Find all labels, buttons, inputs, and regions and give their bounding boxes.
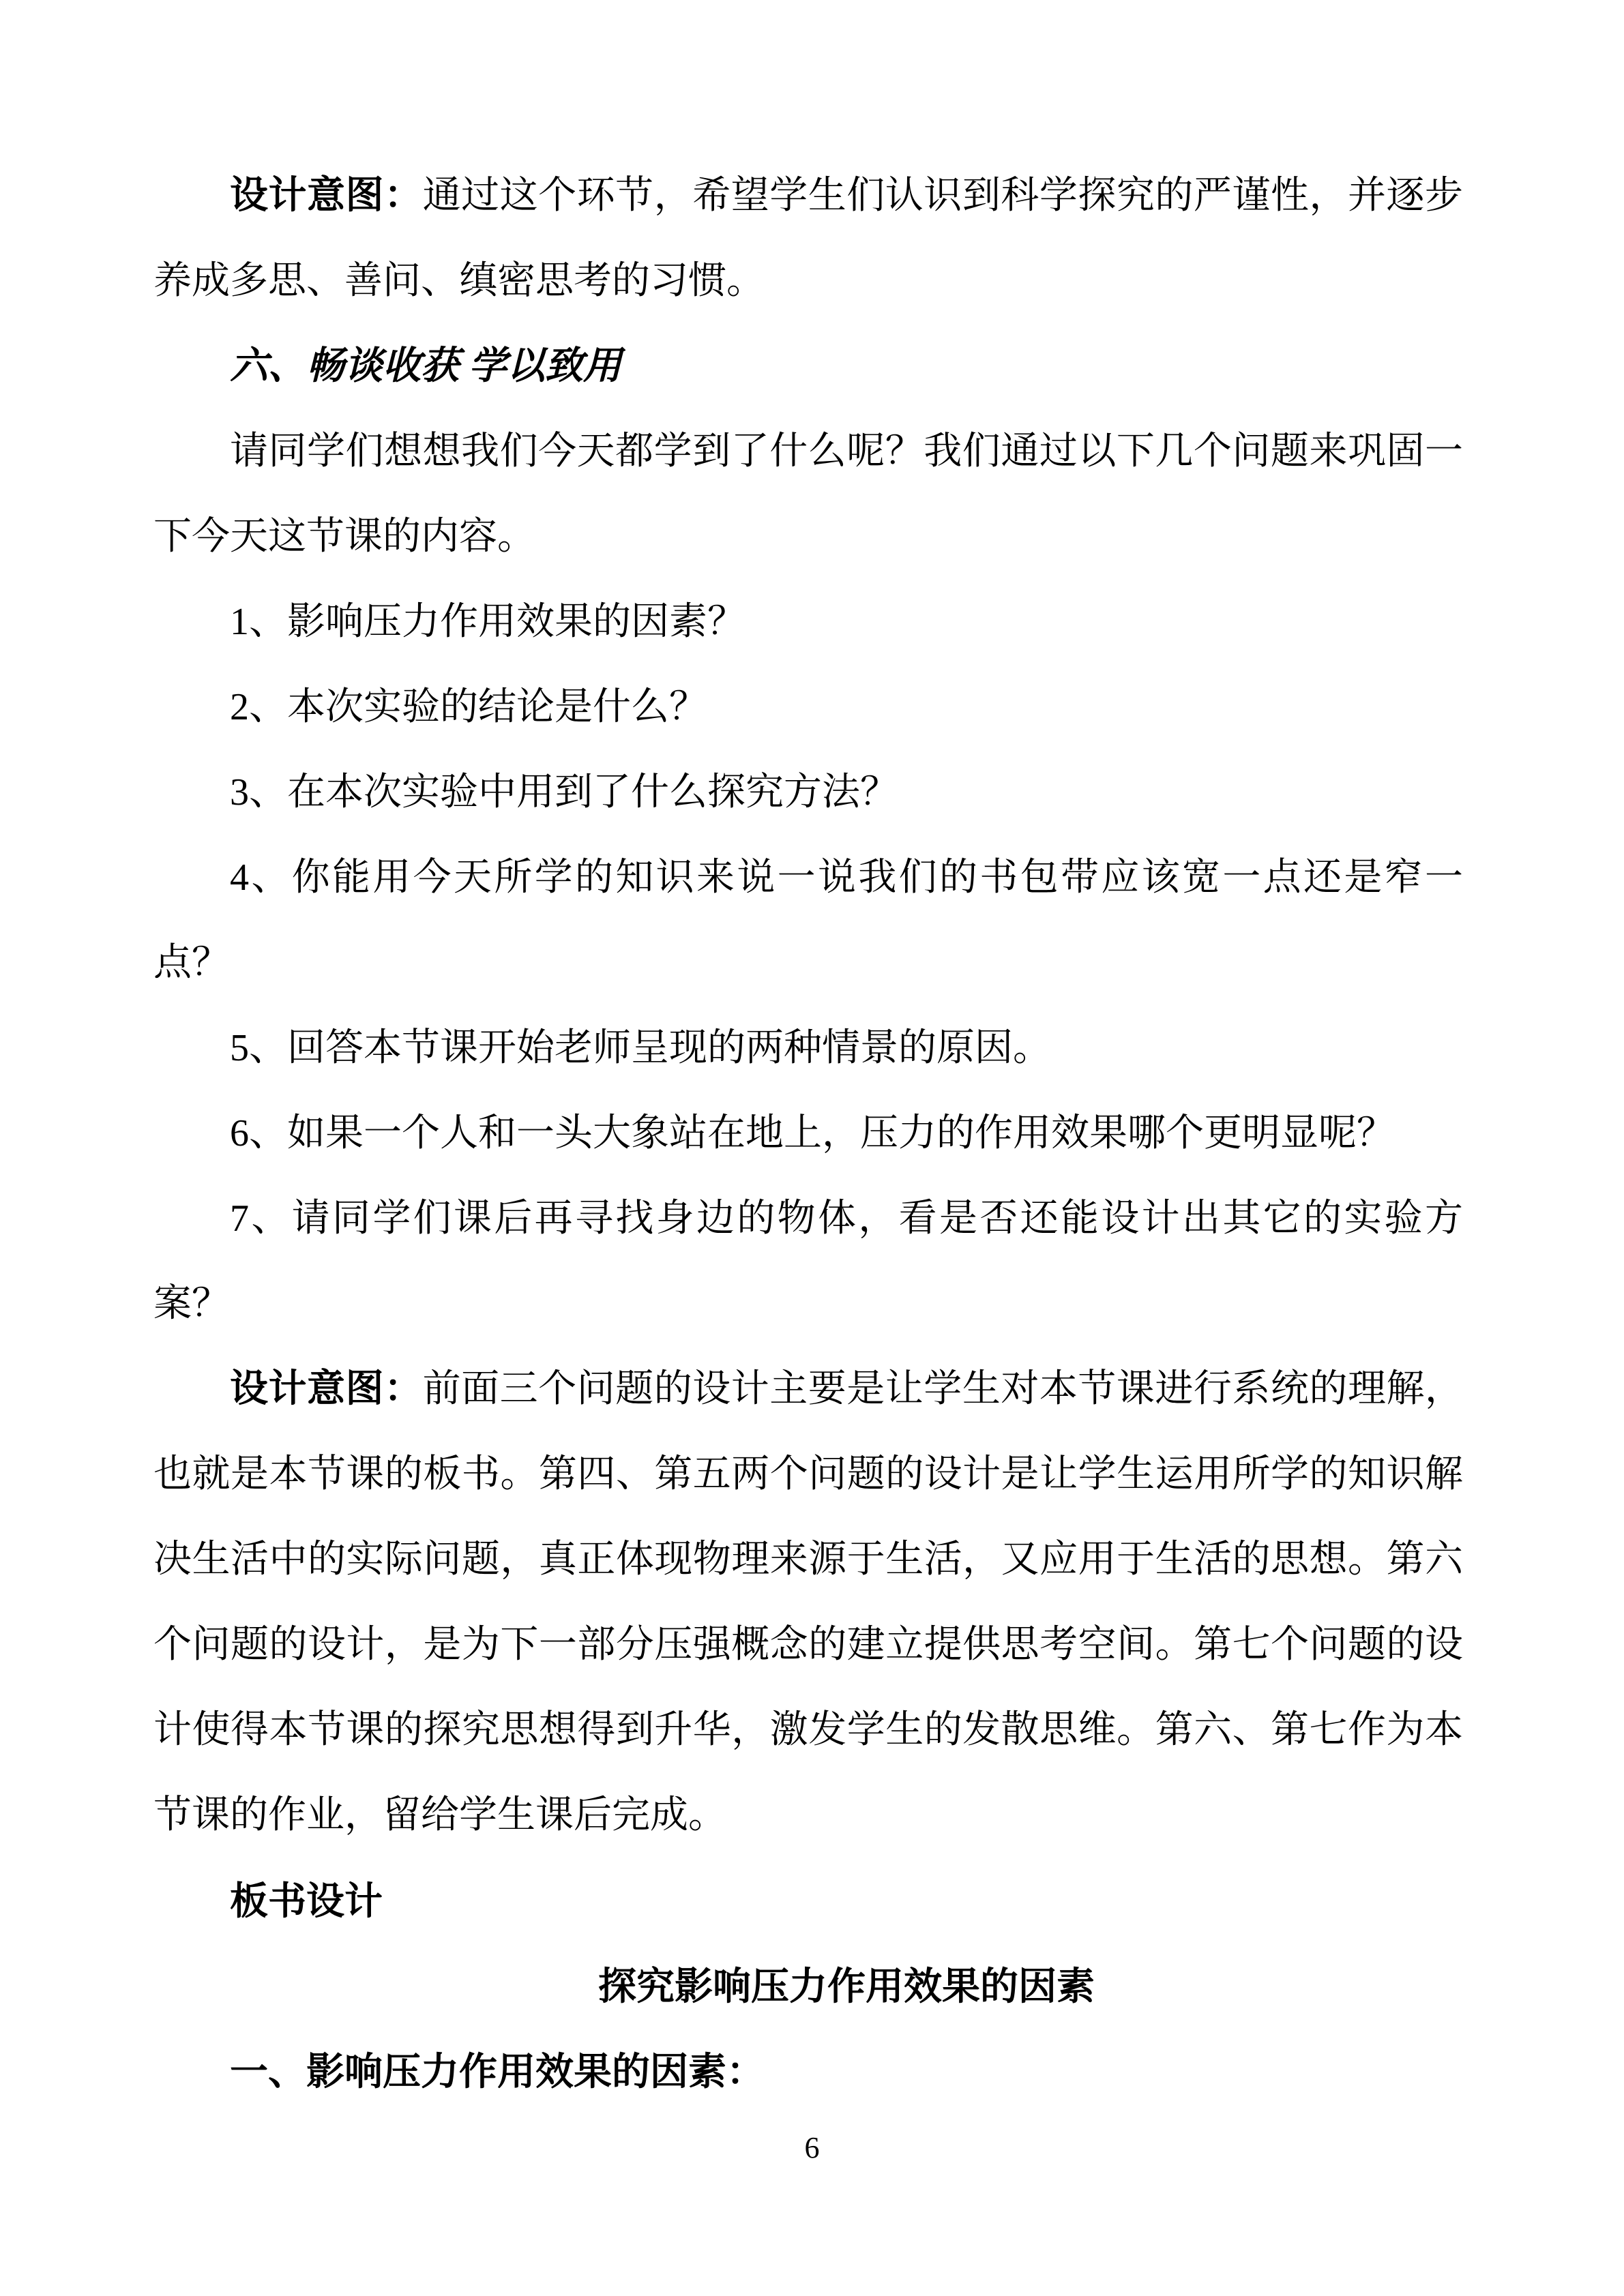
text-run: 设计意图：	[230, 1368, 423, 1410]
text-run: 3、在本次实验中用到了什么探究方法？	[230, 771, 898, 814]
text-run: 6、如果一个人和一头大象站在地上，压力的作用效果哪个更明显呢？	[230, 1112, 1395, 1154]
board-item-1	[153, 2029, 1463, 2114]
text-run: 节课的作业，留给学生课后完成。	[153, 1794, 726, 1836]
text-run: 计使得本节课的探究思想得到升华，激发学生的发散思维。第六、第七作为本	[153, 1709, 1463, 1751]
heading-board-design	[153, 1858, 1463, 1943]
text-run: 也就是本节课的板书。第四、第五两个问题的设计是让学生运用所学的知识解	[153, 1453, 1463, 1495]
question-5	[153, 1006, 1463, 1091]
para-review-line-1	[153, 409, 1463, 494]
text-run: 前面三个问题的设计主要是让学生对本节课进行系统的理解，	[422, 1368, 1464, 1410]
text-run: 4、你能用今天所学的知识来说一说我们的书包带应该宽一点还是窄一	[230, 856, 1463, 899]
para-design-intent-2-line-2	[153, 1432, 1463, 1517]
text-run: 5、回答本节课开始老师呈现的两种情景的原因。	[230, 1027, 1051, 1069]
question-6	[153, 1091, 1463, 1176]
para-review-line-2	[153, 494, 1463, 580]
text-run: 板书设计	[230, 1879, 383, 1922]
question-4-line-2	[153, 921, 1463, 1006]
text-run: 2、本次实验的结论是什么？	[230, 686, 707, 728]
para-design-intent-2-line-4	[153, 1602, 1463, 1688]
para-design-intent-2-line-3	[153, 1517, 1463, 1602]
question-1	[153, 580, 1463, 665]
para-design-intent-1-line-1	[153, 153, 1463, 239]
question-4-line-1	[153, 835, 1463, 921]
question-7-line-2	[153, 1262, 1463, 1347]
para-design-intent-2-line-5	[153, 1688, 1463, 1773]
board-title	[153, 1943, 1463, 2029]
text-run: 决生活中的实际问题，真正体现物理来源于生活，又应用于生活的思想。第六	[153, 1538, 1463, 1581]
question-2	[153, 665, 1463, 750]
text-run: 案？	[153, 1283, 230, 1325]
text-run: 7、请同学们课后再寻找身边的物体，看是否还能设计出其它的实验方	[230, 1197, 1463, 1240]
text-run: 请同学们想想我们今天都学到了什么呢？我们通过以下几个问题来巩固一	[230, 430, 1463, 473]
para-design-intent-2-line-6	[153, 1773, 1463, 1858]
text-run: 设计意图：	[230, 175, 423, 217]
text-run: 一、影响压力作用效果的因素：	[230, 2050, 765, 2093]
text-run: 点？	[153, 942, 230, 984]
page-number: 6	[804, 2131, 820, 2164]
text-run: 1、影响压力作用效果的因素？	[230, 601, 745, 643]
question-3	[153, 750, 1463, 835]
text-run: 个问题的设计，是为下一部分压强概念的建立提供思考空间。第七个问题的设	[153, 1624, 1463, 1666]
text-run: 下今天这节课的内容。	[153, 516, 535, 558]
para-design-intent-2-line-1	[153, 1347, 1463, 1432]
text-run: 养成多思、善问、缜密思考的习惯。	[153, 260, 765, 302]
text-run: 六、畅谈收获 学以致用	[230, 345, 621, 387]
heading-section-six	[153, 324, 1463, 409]
question-7-line-1	[153, 1176, 1463, 1262]
text-run: 通过这个环节，希望学生们认识到科学探究的严谨性，并逐步	[422, 175, 1464, 217]
text-run: 探究影响压力作用效果的因素	[598, 1965, 1095, 2008]
para-design-intent-1-line-2	[153, 239, 1463, 324]
